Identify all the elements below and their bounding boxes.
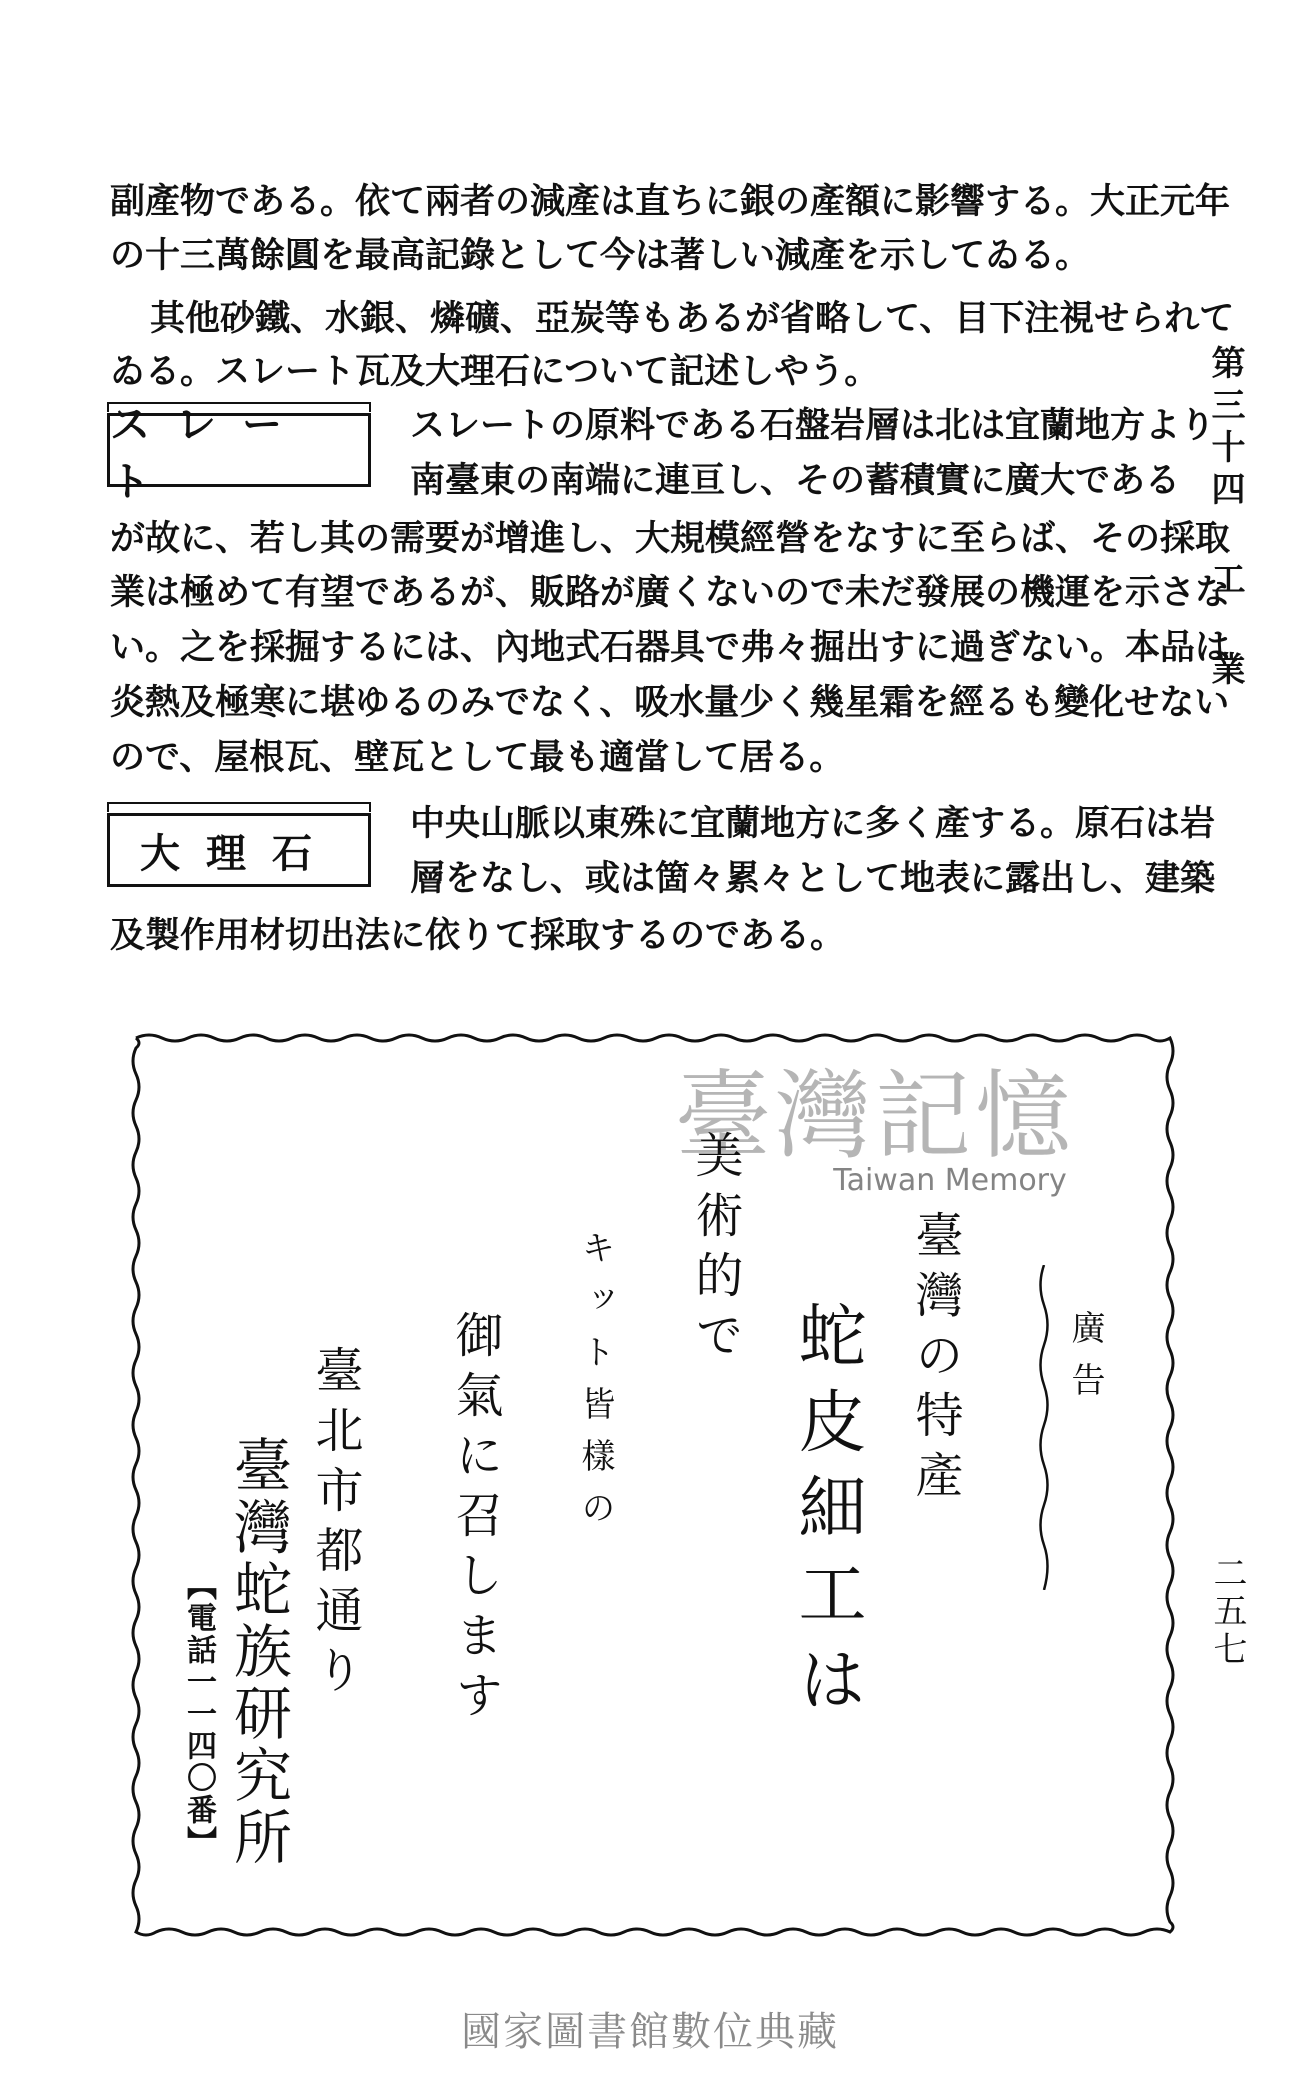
section-heading-marble: 大理石 xyxy=(107,813,371,887)
text-line: 炎熱及極寒に堪ゆるのみでなく、吸水量少く幾星霜を經るも變化せない xyxy=(110,682,1230,723)
ad-line-please: 御氣に召します xyxy=(447,1310,503,1730)
ad-label-bracket xyxy=(1037,1265,1051,1590)
page-number: 二五七 xyxy=(1207,1555,1247,1669)
watermark-text: Taiwan Memory xyxy=(833,1163,1067,1198)
section-heading-slate: スレート xyxy=(107,413,371,487)
text-line: 及製作用材切出法に依りて採取するのである。 xyxy=(110,915,846,956)
text-line: スレートの原料である石盤岩層は北は宜蘭地方より xyxy=(410,405,1216,446)
text-line: ゐる。スレート瓦及大理石について記述しやう。 xyxy=(110,351,880,392)
ad-line-artistic: 美術的で xyxy=(687,1130,743,1370)
text-line: ので、屋根瓦、壁瓦として最も適當して居る。 xyxy=(110,737,845,778)
ad-line-kitto: キット皆樣の xyxy=(575,1230,615,1542)
text-line: が故に、若し其の需要が增進し、大規模經營をなすに至らば、その採取 xyxy=(110,518,1231,559)
ad-telephone: 【電話一一四〇番】 xyxy=(181,1570,216,1858)
text-line: 業は極めて有望であるが、販路が廣くないので未だ發展の機運を示さな xyxy=(110,572,1231,613)
text-line: い。之を採掘するには、內地式石器具で弗々掘出すに過ぎない。本品は xyxy=(110,627,1231,668)
watermark-logo: 臺灣記憶 xyxy=(675,1060,1075,1172)
ad-title: 蛇皮細工は xyxy=(787,1300,866,1730)
text-line: 南臺東の南端に連亘し、その蓄積實に廣大である xyxy=(410,460,1181,501)
text-line: 中央山脈以東殊に宜蘭地方に多く產する。原石は岩 xyxy=(410,803,1216,844)
text-line: 副產物である。依て兩者の減產は直ちに銀の產額に影響する。大正元年 xyxy=(110,181,1231,222)
footer-archive-credit: 國家圖書館數位典藏 xyxy=(461,2009,839,2055)
text-line: 其他砂鐵、水銀、燐礦、亞炭等もあるが省略して、目下注視せられて xyxy=(150,298,1235,339)
ad-line-specialty: 臺灣の特產 xyxy=(907,1210,963,1510)
ad-company-name: 臺灣蛇族研究所 xyxy=(224,1435,292,1869)
ad-address: 臺北市都通り xyxy=(307,1345,363,1705)
running-head: 第三十四 工 業 xyxy=(1205,345,1245,693)
ad-label: 廣告 xyxy=(1065,1310,1105,1414)
text-line: の十三萬餘圓を最高記錄として今は著しい減產を示してゐる。 xyxy=(110,235,1091,276)
text-line: 層をなし、或は箇々累々として地表に露出し、建築 xyxy=(410,858,1216,899)
